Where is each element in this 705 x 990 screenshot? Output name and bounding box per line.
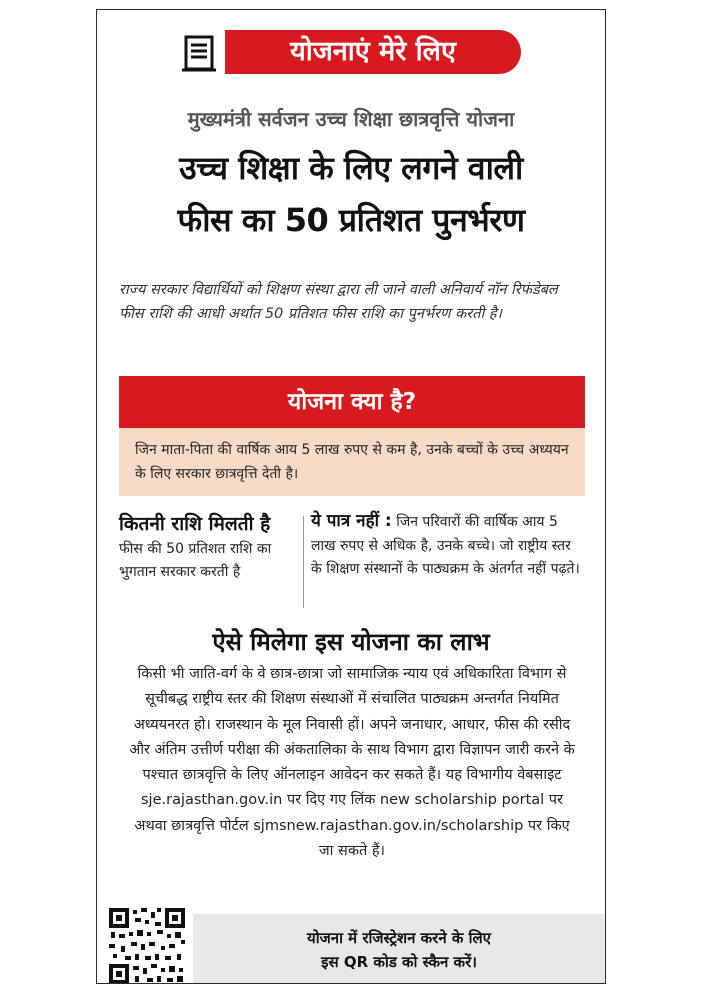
qr-line-1: योजना में रजिस्ट्रेशन करने के लिए (307, 929, 491, 947)
benefit-text: किसी भी जाति-वर्ग के वे छात्र-छात्रा जो सामाजिक न्याय एवं अधिकारिता विभाग से सूचीबद्ध राष्ट्रीय स्तर की शिक्षण संस्थाओं में संचालित पाठ्यक्रम अन्तर्गत नियमित अध्ययनरत हो। राजस्थान के मूल निवासी हों। अपने जनाधार, आधार, फीस की रसीद और अंतिम उत्तीर्ण परीक्षा की अंकतालिका के साथ विभाग द्वारा विज्ञापन जारी करने के पश्चात छात्रवृत्ति के लिए ऑनलाइन आवेदन कर सकते हैं। यह विभागीय वेबसाइट sje.rajasthan.gov.in पर दिए गए लिंक new scholarship portal पर अथवा छात्रवृत्ति पोर्टल sjmsnew.rajasthan.gov.in/scholarship पर किए जा सकते हैं। (129, 666, 575, 860)
amount-title: कितनी राशि मिलती है (119, 513, 271, 535)
scheme-name: मुख्यमंत्री सर्वजन उच्च शिक्षा छात्रवृत्ति योजना (187, 107, 515, 131)
headline-line-2: फीस का 50 प्रतिशत पुनर्भरण (177, 201, 525, 239)
ineligible-column (311, 510, 586, 582)
what-is-title: योजना क्या है? (119, 376, 585, 428)
qr-line-2: इस QR कोड को स्कैन करें। (321, 953, 477, 971)
qr-code[interactable] (107, 906, 187, 984)
amount-column (119, 510, 299, 584)
amount-text: फीस की 50 प्रतिशत राशि का भुगतान सरकार करती है (119, 541, 272, 580)
ineligible-text: जिन परिवारों की वार्षिक आय 5 लाख रुपए से अधिक है, उनके बच्चे। जो राष्ट्रीय स्तर के शिक्षण संस्थानों के पाठ्यक्रम के अंतर्गत नहीं पढ़ते। (311, 514, 580, 577)
headline (97, 142, 605, 246)
intro-paragraph: राज्य सरकार विद्यार्थियों को शिक्षण संस्था द्वारा ली जाने वाली अनिवार्य नॉन रिफंडेबल फीस राशि की आधी अर्थात 50 प्रतिशत फीस राशि का पुनर्भरण करती है। (119, 282, 558, 322)
benefit-title: ऐसे मिलेगा इस योजना का लाभ (212, 628, 490, 656)
column-divider (303, 516, 304, 608)
section-header (179, 30, 529, 78)
headline-line-1: उच्च शिक्षा के लिए लगने वाली (179, 149, 523, 187)
document-list-icon (179, 34, 219, 74)
ineligible-title: ये पात्र नहीं : (311, 511, 392, 531)
section-banner: योजनाएं मेरे लिए (225, 30, 521, 74)
qr-instructions (193, 914, 605, 984)
what-is-text: जिन माता-पिता की वार्षिक आय 5 लाख रुपए से कम है, उनके बच्चों के उच्च अध्ययन के लिए सरकार छात्रवृत्ति देती है। (119, 428, 585, 496)
newspaper-clipping (96, 9, 606, 984)
